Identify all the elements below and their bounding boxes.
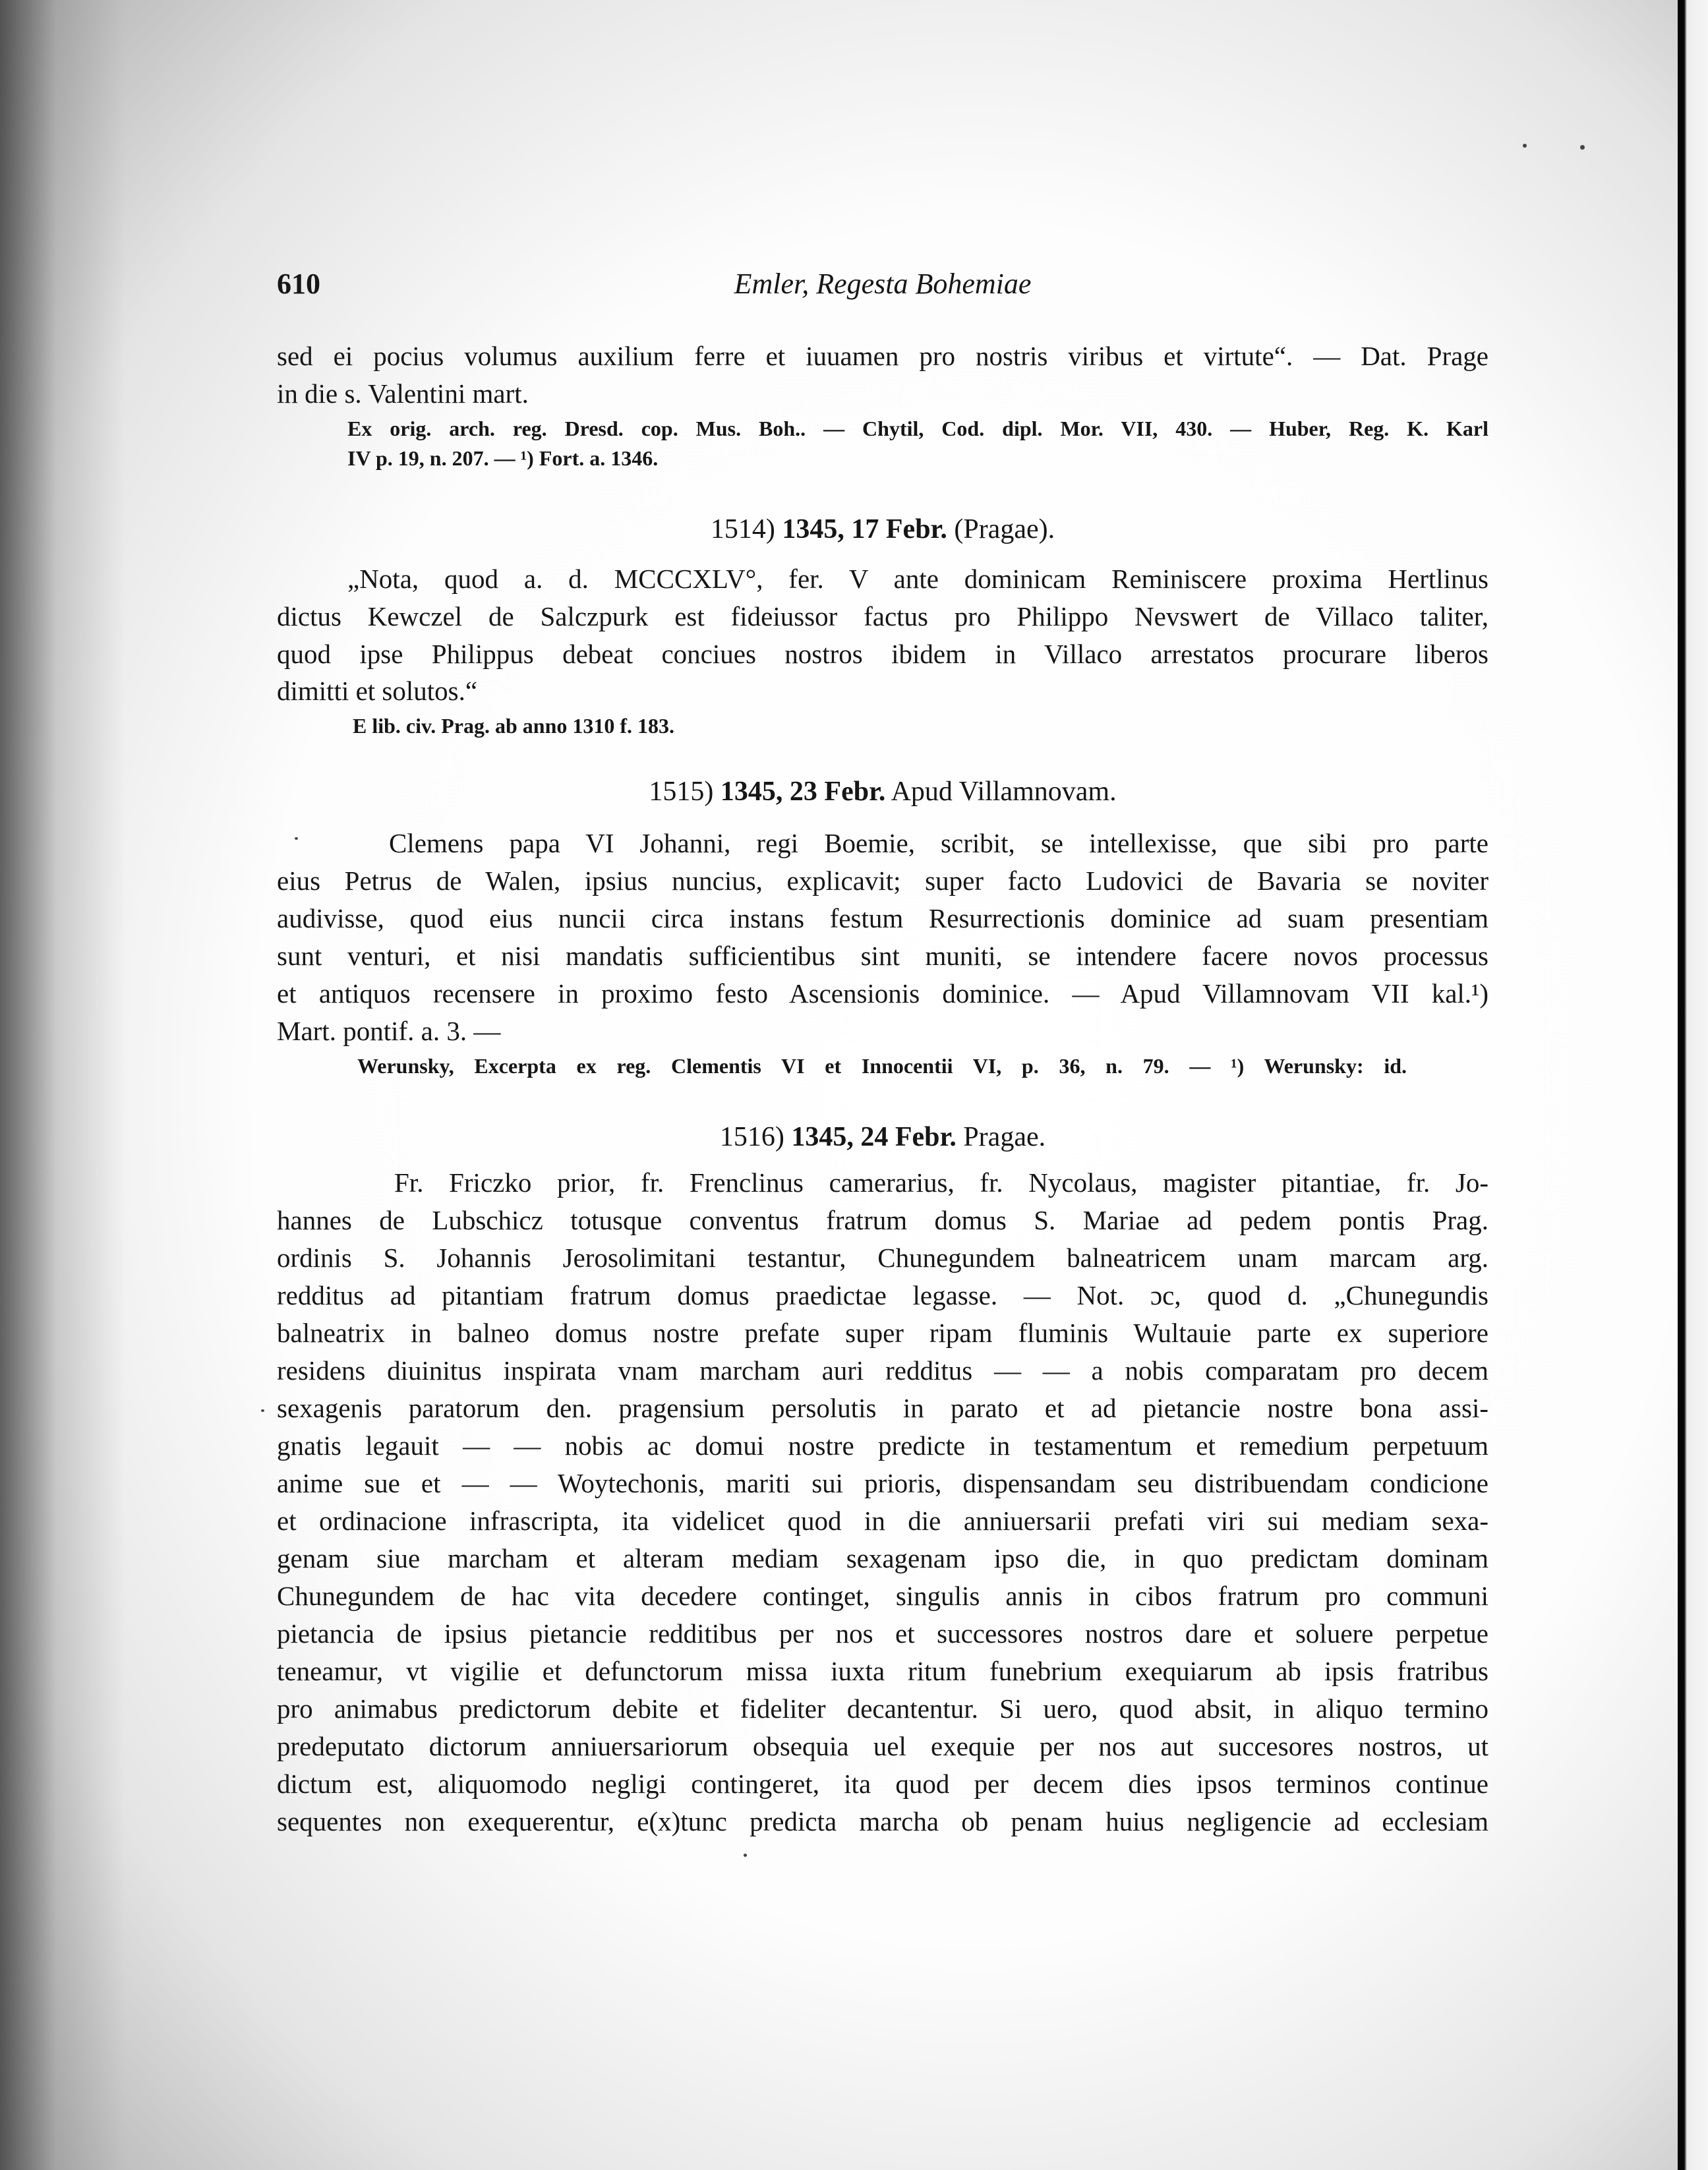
entry-heading-1515: [277, 771, 1488, 812]
text-line: in die s. Valentini mart.: [277, 378, 529, 409]
source-note: IV p. 19, n. 207. — ¹) Fort. a. 1346.: [347, 446, 659, 470]
entry-number: 1515): [649, 777, 714, 807]
text-line: Mart. pontif. a. 3. —: [277, 1016, 501, 1046]
text-line: pro animabus predictorum debite et fideliter decantentur. Si uero, quod absit, in aliquo termino: [277, 1693, 1488, 1724]
text-line: sunt venturi, et nisi mandatis sufficientibus sint muniti, se intendere facere novos processus: [277, 941, 1488, 971]
entry-number: 1514): [710, 514, 775, 544]
text-line: ordinis S. Johannis Jerosolimitani testantur, Chunegundem balneatricem unam marcam arg.: [277, 1243, 1488, 1273]
entry-place: Apud Villamnovam.: [891, 777, 1117, 807]
entry-date: 1345, 24 Febr.: [791, 1122, 957, 1152]
text-line: quod ipse Philippus debeat conciues nostros ibidem in Villaco arrestatos procurare liberos: [277, 639, 1488, 669]
scanner-edge: [1678, 0, 1708, 2170]
text-line: sexagenis paratorum den. pragensium persolutis in parato et ad pietancie nostre bona assi-: [277, 1393, 1488, 1423]
entry-number: 1516): [719, 1122, 784, 1152]
text-line: eius Petrus de Walen, ipsius nuncius, explicavit; super facto Ludovici de Bavaria se noviter: [277, 865, 1488, 896]
page-content: [277, 0, 1488, 2170]
text-line: residens diuinitus inspirata vnam marcham auri redditus — — a nobis comparatam pro decem: [277, 1355, 1488, 1386]
text-line: gnatis legauit — — nobis ac domui nostre predicte in testamentum et remedium perpetuum: [277, 1430, 1488, 1461]
entry-date: 1345, 17 Febr.: [782, 514, 947, 544]
text-line: et antiquos recensere in proximo festo Ascensionis dominice. — Apud Villamnovam VII kal.¹): [277, 978, 1488, 1009]
entry-heading-1514: [277, 509, 1488, 550]
text-line: pietancia de ipsius pietancie redditibus per nos et successores nostros dare et soluere perpetue: [277, 1618, 1488, 1649]
print-speck: [1523, 144, 1527, 148]
text-line: dictum est, aliquomodo negligi contingeret, ita quod per decem dies ipsos terminos continue: [277, 1769, 1488, 1799]
text-line: sequentes non exequerentur, e(x)tunc predicta marcha ob penam huius negligencie ad ecclesiam: [277, 1806, 1488, 1836]
text-line: et ordinacione infrascripta, ita videlicet quod in die anniuersarii prefati viri sui mediam sexa-: [277, 1506, 1488, 1536]
text-line: Clemens papa VI Johanni, regi Boemie, scribit, se intellexisse, que sibi pro parte: [389, 828, 1488, 858]
text-line: „Nota, quod a. d. MCCCXLV°, fer. V ante dominicam Reminiscere proxima Hertlinus: [347, 564, 1488, 594]
text-line: predeputato dictorum anniuersariorum obsequia uel exequie per nos aut succesores nostros, ut: [277, 1731, 1488, 1761]
text-line: sed ei pocius volumus auxilium ferre et iuuamen pro nostris viribus et virtute“. — Dat. Prage: [277, 341, 1488, 371]
source-note: Ex orig. arch. reg. Dresd. cop. Mus. Boh.. — Chytil, Cod. dipl. Mor. VII, 430. — Huber, Reg. K. Karl: [347, 417, 1488, 440]
text-line: dictus Kewczel de Salczpurk est fideiussor factus pro Philippo Nevswert de Villaco taliter,: [277, 601, 1488, 631]
entry-date: 1345, 23 Febr.: [720, 777, 886, 807]
text-line: balneatrix in balneo domus nostre prefate super ripam fluminis Wultauie parte ex superiore: [277, 1318, 1488, 1348]
entry-place: Pragae.: [963, 1122, 1046, 1152]
text-line: audivisse, quod eius nuncii circa instans festum Resurrectionis dominice ad suam presentiam: [277, 903, 1488, 933]
running-title: Emler, Regesta Bohemiae: [734, 268, 1032, 300]
running-head: [277, 267, 1488, 307]
text-line: teneamur, vt vigilie et defunctorum missa iuxta ritum funebrium exequiarum ab ipsis fratribus: [277, 1656, 1488, 1686]
text-line: redditus ad pitantiam fratrum domus praedictae legasse. — Not. ɔc, quod d. „Chunegundis: [277, 1280, 1488, 1310]
page-number: 610: [277, 268, 320, 300]
print-speck: [1580, 145, 1585, 150]
text-line: hannes de Lubschicz totusque conventus fratrum domus S. Mariae ad pedem pontis Prag.: [277, 1205, 1488, 1235]
source-note: Werunsky, Excerpta ex reg. Clementis VI et Innocentii VI, p. 36, n. 79. — ¹) Werunsky: id.: [357, 1054, 1407, 1078]
text-line: genam siue marcham et alteram mediam sexagenam ipso die, in quo predictam dominam: [277, 1543, 1488, 1573]
text-line: Fr. Friczko prior, fr. Frenclinus camerarius, fr. Nycolaus, magister pitantiae, fr. Jo-: [394, 1167, 1488, 1198]
entry-place: (Pragae).: [954, 514, 1055, 544]
text-line: Chunegundem de hac vita decedere continget, singulis annis in cibos fratrum pro communi: [277, 1581, 1488, 1611]
text-line: anime sue et — — Woytechonis, mariti sui prioris, dispensandam seu distribuendam condicione: [277, 1468, 1488, 1498]
text-line: dimitti et solutos.“: [277, 676, 478, 706]
entry-heading-1516: [277, 1117, 1488, 1158]
source-note: E lib. civ. Prag. ab anno 1310 f. 183.: [353, 714, 675, 738]
print-speck: [261, 1409, 264, 1412]
